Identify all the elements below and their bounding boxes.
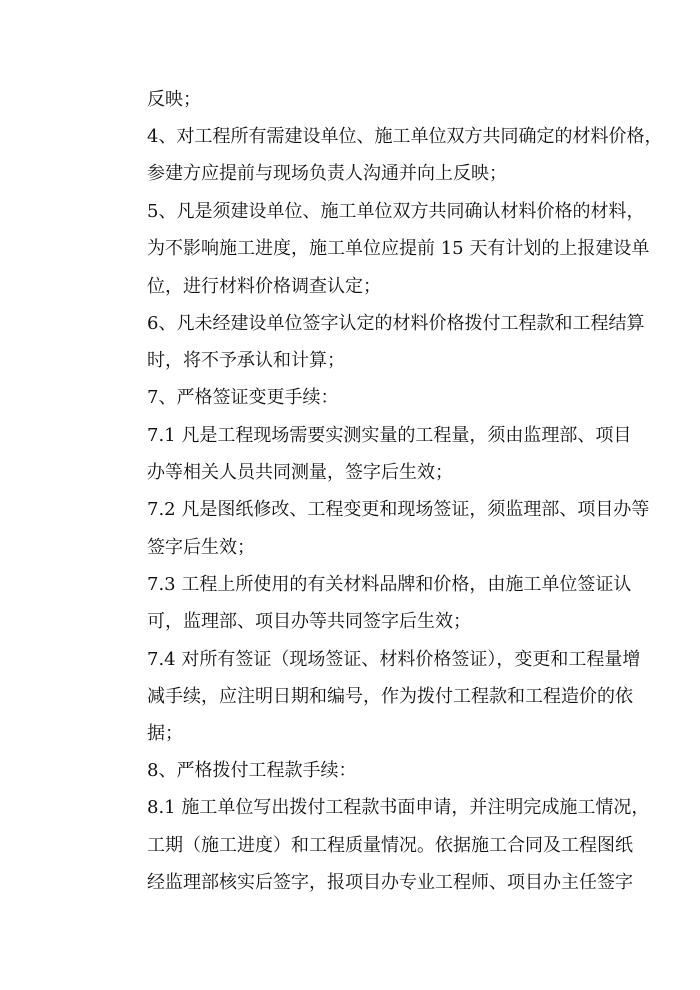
text-line: 7.4 对所有签证（现场签证、材料价格签证），变更和工程量增 (147, 649, 641, 670)
text-line: 8.1 施工单位写出拨付工程款书面申请，并注明完成施工情况， (147, 797, 650, 818)
text-line: 为不影响施工进度，施工单位应提前 15 天有计划的上报建设单 (147, 238, 650, 259)
text-line: 可，监理部、项目办等共同签字后生效； (147, 611, 471, 632)
text-line: 减手续，应注明日期和编号，作为拨付工程款和工程造价的依 (147, 686, 633, 707)
text-line: 7.3 工程上所使用的有关材料品牌和价格，由施工单位签证认 (147, 574, 632, 595)
text-line: 办等相关人员共同测量，签字后生效； (147, 462, 453, 483)
text-line: 4、对工程所有需建设单位、施工单位双方共同确定的材料价格， (147, 126, 663, 147)
text-line: 签字后生效； (147, 537, 255, 558)
text-line: 7.1 凡是工程现场需要实测实量的工程量，须由监理部、项目 (147, 425, 632, 446)
text-line: 反映； (147, 89, 201, 110)
text-line: 工期（施工进度）和工程质量情况。依据施工合同及工程图纸 (147, 835, 633, 856)
text-line: 参建方应提前与现场负责人沟通并向上反映； (147, 163, 507, 184)
text-line: 经监理部核实后签字，报项目办专业工程师、项目办主任签字 (147, 872, 633, 893)
text-line: 7、严格签证变更手续： (147, 387, 339, 408)
text-line: 8、严格拨付工程款手续： (147, 760, 357, 781)
text-line: 7.2 凡是图纸修改、工程变更和现场签证，须监理部、项目办等 (147, 499, 650, 520)
text-line: 5、凡是须建设单位、施工单位双方共同确认材料价格的材料， (147, 201, 645, 222)
text-line: 据； (147, 723, 183, 744)
text-line: 位，进行材料价格调查认定； (147, 276, 381, 297)
text-line: 时，将不予承认和计算； (147, 350, 345, 371)
text-line: 6、凡未经建设单位签字认定的材料价格拨付工程款和工程结算 (147, 313, 645, 334)
